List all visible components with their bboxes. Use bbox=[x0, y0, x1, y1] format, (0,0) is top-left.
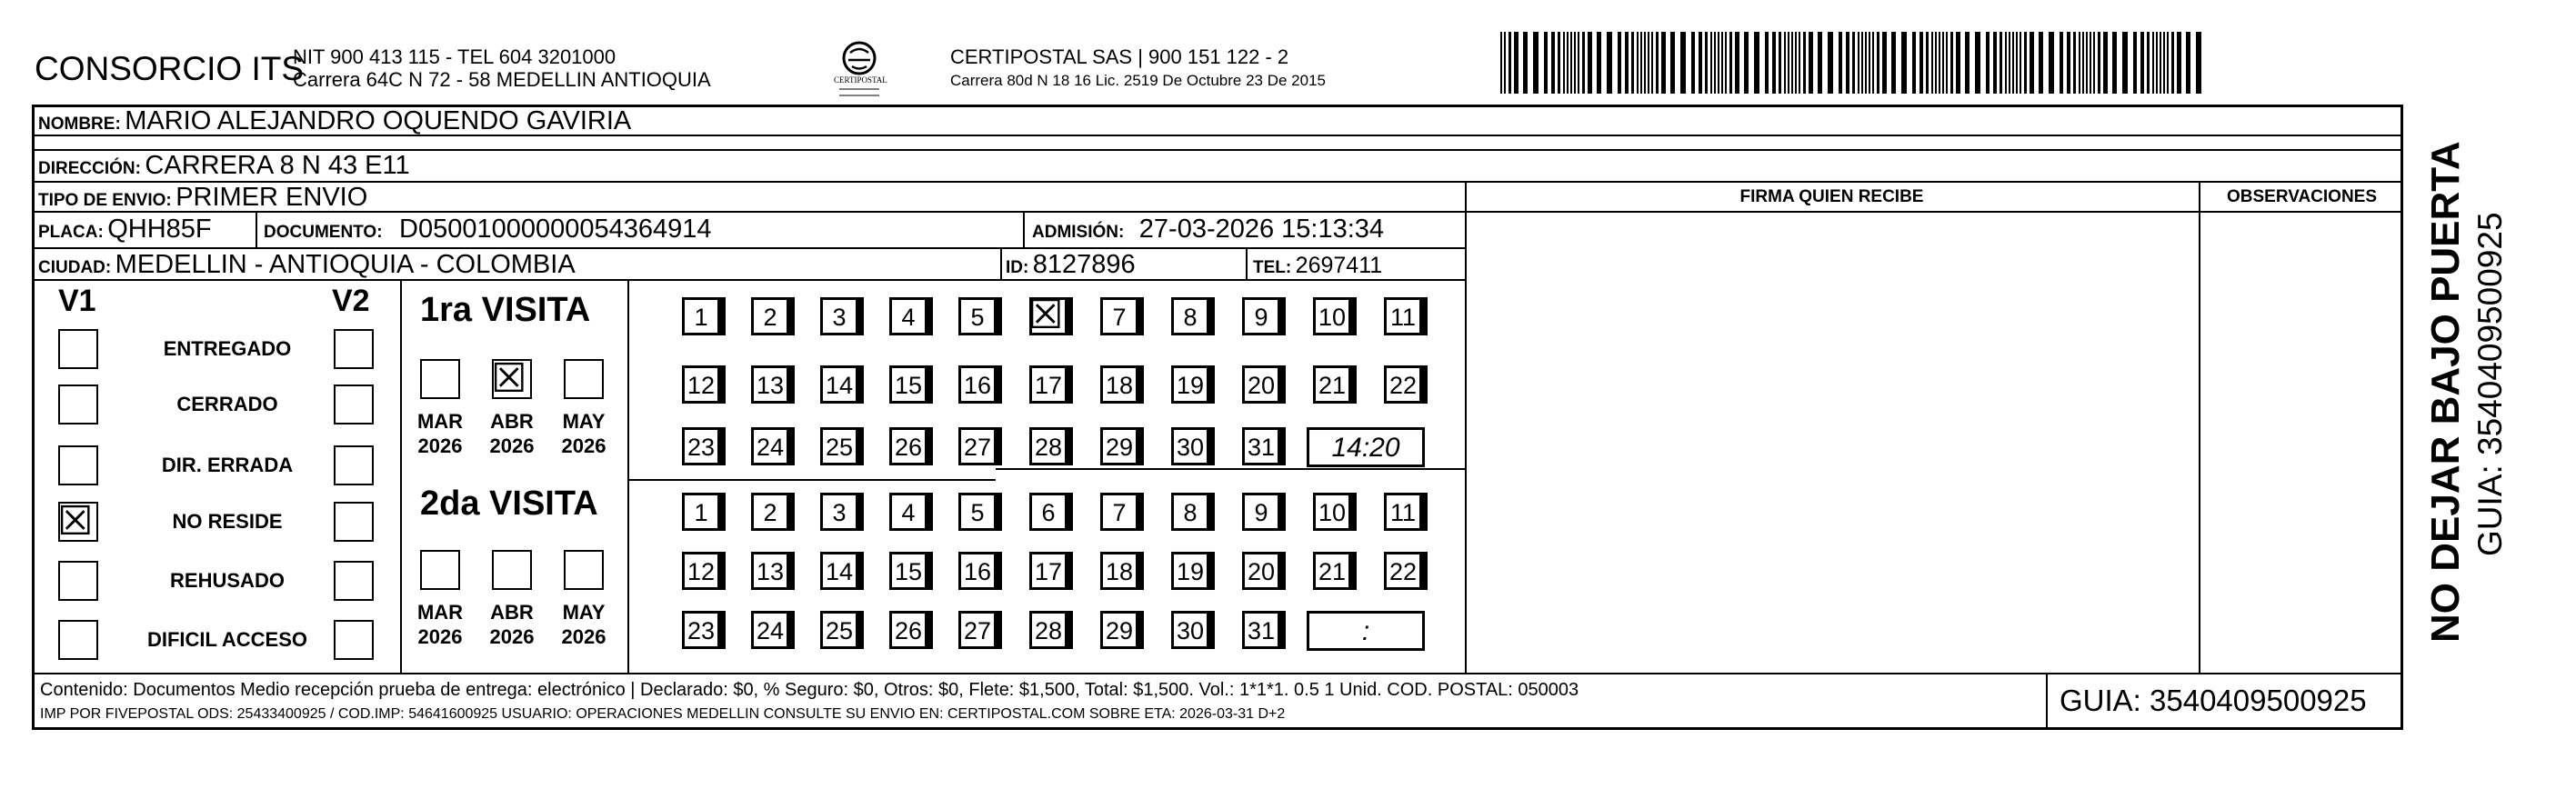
day-box-shadow bbox=[1209, 365, 1215, 404]
month-checkbox[interactable] bbox=[564, 550, 604, 590]
v2-label: V2 bbox=[332, 284, 370, 318]
day-box-shadow bbox=[1422, 297, 1428, 335]
v2-checkbox[interactable] bbox=[334, 620, 374, 660]
day-box[interactable]: 3 bbox=[820, 297, 858, 335]
day-box-shadow bbox=[927, 297, 933, 335]
month-year: 2026 bbox=[417, 625, 463, 648]
tel-label: TEL: bbox=[1253, 258, 1292, 277]
month-label: MAR bbox=[416, 601, 464, 624]
logo-text: CERTIPOSTAL bbox=[834, 75, 887, 85]
carrier-name: CERTIPOSTAL SAS | 900 151 122 - 2 bbox=[950, 45, 1289, 68]
time-field[interactable]: 14:20 bbox=[1307, 427, 1425, 467]
documento-value: D05001000000054364914 bbox=[399, 215, 712, 244]
day-box-shadow bbox=[789, 493, 795, 531]
day-box[interactable]: 23 bbox=[682, 427, 720, 465]
month-checkbox[interactable] bbox=[492, 550, 532, 590]
day-box[interactable]: 21 bbox=[1313, 552, 1351, 590]
day-box-shadow bbox=[1422, 493, 1428, 531]
tipo-envio-value: PRIMER ENVIO bbox=[175, 183, 368, 212]
v2-checkbox[interactable] bbox=[334, 329, 374, 369]
day-box[interactable]: 15 bbox=[889, 552, 927, 590]
day-box-shadow bbox=[1138, 611, 1144, 649]
sender-name: CONSORCIO ITS bbox=[35, 50, 305, 87]
day-box[interactable]: 31 bbox=[1242, 427, 1280, 465]
month-checkbox[interactable] bbox=[420, 359, 460, 399]
footer-line2: IMP POR FIVEPOSTAL ODS: 25433400925 / COD.IMP: 54641600925 USUARIO: OPERACIONES MEDELLIN CONSULTE SU ENVIO EN: CERTIPOSTAL.COM SOBRE ETA: 2026-03-31 D+2 bbox=[40, 706, 1286, 722]
day-box-shadow bbox=[1209, 552, 1215, 590]
placa-label: PLACA: bbox=[38, 223, 104, 242]
day-box-shadow bbox=[1138, 297, 1144, 335]
firma-header: FIRMA QUIEN RECIBE bbox=[1739, 187, 1924, 206]
day-box-shadow bbox=[789, 365, 795, 404]
day-box-shadow bbox=[789, 552, 795, 590]
day-box[interactable]: 7 bbox=[1100, 493, 1138, 531]
nombre-value: MARIO ALEJANDRO OQUENDO GAVIRIA bbox=[125, 106, 632, 135]
v2-checkbox[interactable] bbox=[334, 502, 374, 542]
day-box-shadow bbox=[1280, 427, 1286, 465]
day-box[interactable]: 13 bbox=[751, 365, 789, 404]
day-box-shadow bbox=[1067, 427, 1073, 465]
day-box[interactable]: 29 bbox=[1100, 611, 1138, 649]
observaciones-header: OBSERVACIONES bbox=[2226, 187, 2378, 206]
day-box[interactable]: 21 bbox=[1313, 365, 1351, 404]
day-box[interactable]: 23 bbox=[682, 611, 720, 649]
day-box[interactable]: 19 bbox=[1171, 552, 1209, 590]
month-year: 2026 bbox=[417, 434, 463, 457]
day-box[interactable]: 13 bbox=[751, 552, 789, 590]
day-box[interactable]: 7 bbox=[1100, 297, 1138, 335]
day-box[interactable]: 27 bbox=[958, 611, 997, 649]
status-label: NO RESIDE bbox=[172, 510, 283, 533]
day-box[interactable]: 12 bbox=[682, 552, 720, 590]
day-box[interactable]: 25 bbox=[820, 427, 858, 465]
day-box-shadow bbox=[858, 365, 864, 404]
day-box[interactable]: 5 bbox=[958, 493, 997, 531]
day-box-shadow bbox=[1351, 552, 1357, 590]
day-box[interactable]: 29 bbox=[1100, 427, 1138, 465]
day-box[interactable]: 14 bbox=[820, 552, 858, 590]
day-box-shadow bbox=[1067, 297, 1073, 335]
day-box[interactable]: 4 bbox=[889, 297, 927, 335]
day-box[interactable]: 3 bbox=[820, 493, 858, 531]
footer-guia: GUIA: 3540409500925 bbox=[2060, 684, 2367, 717]
v1-checkbox[interactable] bbox=[58, 329, 98, 369]
v1-checkbox[interactable] bbox=[58, 385, 98, 424]
day-box[interactable]: 26 bbox=[889, 427, 927, 465]
day-box[interactable]: 6 bbox=[1029, 493, 1067, 531]
day-box[interactable]: 9 bbox=[1242, 493, 1280, 531]
day-box-shadow bbox=[1280, 297, 1286, 335]
documento-label: DOCUMENTO: bbox=[264, 223, 383, 242]
day-box-shadow bbox=[858, 493, 864, 531]
day-box-shadow bbox=[1280, 611, 1286, 649]
day-box[interactable]: 24 bbox=[751, 427, 789, 465]
month-label: ABR bbox=[490, 410, 534, 433]
day-box[interactable]: 4 bbox=[889, 493, 927, 531]
day-box-shadow bbox=[927, 611, 933, 649]
day-box[interactable]: 16 bbox=[958, 552, 997, 590]
tipo-envio-label: TIPO DE ENVIO: bbox=[38, 191, 172, 210]
month-label: ABR bbox=[490, 601, 534, 624]
day-box[interactable]: 2 bbox=[751, 493, 789, 531]
day-box[interactable]: 25 bbox=[820, 611, 858, 649]
day-box-shadow bbox=[789, 297, 795, 335]
side-warning: NO DEJAR BAJO PUERTA bbox=[2423, 141, 2468, 643]
day-box[interactable]: 17 bbox=[1029, 552, 1067, 590]
v1-checkbox[interactable] bbox=[58, 620, 98, 660]
sender-address: Carrera 64C N 72 - 58 MEDELLIN ANTIOQUIA bbox=[293, 68, 711, 91]
day-box-shadow bbox=[720, 552, 726, 590]
day-box[interactable]: 20 bbox=[1242, 365, 1280, 404]
side-guia: GUIA: 3540409500925 bbox=[2471, 212, 2509, 556]
day-box[interactable]: 22 bbox=[1384, 552, 1422, 590]
day-box-shadow bbox=[1138, 552, 1144, 590]
day-box-shadow bbox=[997, 365, 1002, 404]
day-box-shadow bbox=[720, 365, 726, 404]
day-box-shadow bbox=[1209, 297, 1215, 335]
day-box-shadow bbox=[858, 427, 864, 465]
day-box-shadow bbox=[927, 365, 933, 404]
day-box[interactable]: 22 bbox=[1384, 365, 1422, 404]
day-box-shadow bbox=[927, 552, 933, 590]
day-box-shadow bbox=[927, 493, 933, 531]
v2-checkbox[interactable] bbox=[334, 385, 374, 424]
day-box-shadow bbox=[997, 611, 1002, 649]
day-box-shadow bbox=[1067, 365, 1073, 404]
day-box[interactable]: 28 bbox=[1029, 427, 1067, 465]
day-box-shadow bbox=[1138, 493, 1144, 531]
day-box[interactable]: 18 bbox=[1100, 552, 1138, 590]
status-label: ENTREGADO bbox=[163, 337, 292, 360]
day-box-shadow bbox=[997, 493, 1002, 531]
status-label: CERRADO bbox=[176, 393, 278, 415]
day-box-shadow bbox=[1067, 493, 1073, 531]
day-box[interactable]: 1 bbox=[682, 297, 720, 335]
day-box-shadow bbox=[789, 427, 795, 465]
day-box-shadow bbox=[1138, 427, 1144, 465]
day-box-shadow bbox=[1351, 365, 1357, 404]
check-mark: ☒ bbox=[57, 498, 94, 544]
id-value: 8127896 bbox=[1032, 250, 1136, 279]
day-box-shadow bbox=[1209, 427, 1215, 465]
day-box[interactable]: 10 bbox=[1313, 297, 1351, 335]
ciudad-label: CIUDAD: bbox=[38, 258, 112, 277]
direccion-value: CARRERA 8 N 43 E11 bbox=[145, 151, 410, 180]
admision-label: ADMISIÓN: bbox=[1032, 223, 1125, 242]
day-box[interactable]: 28 bbox=[1029, 611, 1067, 649]
status-label: REHUSADO bbox=[170, 569, 285, 592]
month-year: 2026 bbox=[561, 625, 606, 648]
day-box[interactable]: 8 bbox=[1171, 493, 1209, 531]
day-box[interactable]: 26 bbox=[889, 611, 927, 649]
day-box[interactable]: 30 bbox=[1171, 611, 1209, 649]
day-box[interactable]: 11 bbox=[1384, 297, 1422, 335]
day-box-shadow bbox=[720, 427, 726, 465]
day-box[interactable]: 17 bbox=[1029, 365, 1067, 404]
day-box-shadow bbox=[1422, 552, 1428, 590]
id-label: ID: bbox=[1006, 258, 1029, 277]
admision-value: 27-03-2026 15:13:34 bbox=[1138, 215, 1385, 244]
day-box[interactable]: 2 bbox=[751, 297, 789, 335]
day-box[interactable]: 5 bbox=[958, 297, 997, 335]
nombre-label: NOMBRE: bbox=[38, 115, 121, 134]
sender-nit: NIT 900 413 115 - TEL 604 3201000 bbox=[293, 45, 616, 68]
month-year: 2026 bbox=[489, 625, 535, 648]
v1-label: V1 bbox=[58, 284, 96, 318]
v2-checkbox[interactable] bbox=[334, 561, 374, 601]
day-box-shadow bbox=[997, 427, 1002, 465]
day-box[interactable]: 1 bbox=[682, 493, 720, 531]
time-field[interactable]: : bbox=[1307, 611, 1425, 651]
day-box[interactable]: 16 bbox=[958, 365, 997, 404]
check-mark: ☒ bbox=[491, 355, 527, 402]
month-label: MAY bbox=[562, 410, 606, 433]
day-box[interactable]: 9 bbox=[1242, 297, 1280, 335]
month-label: MAY bbox=[562, 601, 606, 624]
day-box[interactable]: 14 bbox=[820, 365, 858, 404]
day-box-shadow bbox=[997, 297, 1002, 335]
day-box-shadow bbox=[1351, 493, 1357, 531]
day-box-shadow bbox=[789, 611, 795, 649]
month-year: 2026 bbox=[561, 434, 606, 457]
day-box-shadow bbox=[1067, 611, 1073, 649]
day-box-shadow bbox=[927, 427, 933, 465]
day-box-shadow bbox=[858, 611, 864, 649]
day-box[interactable]: 19 bbox=[1171, 365, 1209, 404]
day-box-shadow bbox=[1138, 365, 1144, 404]
day-box-shadow bbox=[1209, 611, 1215, 649]
day-box[interactable]: 27 bbox=[958, 427, 997, 465]
footer-line1: Contenido: Documentos Medio recepción prueba de entrega: electrónico | Declarado: $0, % Seguro: $0, Otros: $0, Flete: $1,500, Total: $1,500. Vol.: 1*1*1. 0.5 1 Unid. COD. POSTAL: 050003 bbox=[40, 680, 1579, 700]
day-box[interactable]: 8 bbox=[1171, 297, 1209, 335]
check-mark: ☒ bbox=[1027, 292, 1064, 338]
day-box[interactable]: 11 bbox=[1384, 493, 1422, 531]
day-box[interactable]: 20 bbox=[1242, 552, 1280, 590]
day-box[interactable]: 10 bbox=[1313, 493, 1351, 531]
day-box-shadow bbox=[1280, 493, 1286, 531]
day-box-shadow bbox=[1067, 552, 1073, 590]
day-box[interactable]: 18 bbox=[1100, 365, 1138, 404]
month-checkbox[interactable] bbox=[420, 550, 460, 590]
status-label: DIR. ERRADA bbox=[161, 454, 294, 476]
day-box-shadow bbox=[858, 297, 864, 335]
day-box[interactable]: 15 bbox=[889, 365, 927, 404]
v1-checkbox[interactable] bbox=[58, 561, 98, 601]
ciudad-value: MEDELLIN - ANTIOQUIA - COLOMBIA bbox=[115, 250, 576, 279]
carrier-address: Carrera 80d N 18 16 Lic. 2519 De Octubre 23 De 2015 bbox=[950, 72, 1326, 89]
placa-value: QHH85F bbox=[107, 215, 212, 244]
day-box[interactable]: 30 bbox=[1171, 427, 1209, 465]
day-box-shadow bbox=[720, 493, 726, 531]
month-label: MAR bbox=[416, 410, 464, 433]
day-box-shadow bbox=[997, 552, 1002, 590]
day-box[interactable]: 12 bbox=[682, 365, 720, 404]
day-box-shadow bbox=[720, 297, 726, 335]
month-year: 2026 bbox=[489, 434, 535, 457]
barcode-icon bbox=[1500, 32, 2205, 94]
visit2-title: 2da VISITA bbox=[420, 484, 598, 523]
day-box-shadow bbox=[1280, 552, 1286, 590]
day-box-shadow bbox=[1351, 297, 1357, 335]
day-box[interactable]: 24 bbox=[751, 611, 789, 649]
visit1-title: 1ra VISITA bbox=[420, 291, 591, 329]
month-checkbox[interactable] bbox=[564, 359, 604, 399]
day-box-shadow bbox=[1422, 365, 1428, 404]
tel-value: 2697411 bbox=[1295, 253, 1383, 278]
day-box[interactable]: 31 bbox=[1242, 611, 1280, 649]
direccion-label: DIRECCIÓN: bbox=[38, 159, 141, 178]
v1-checkbox[interactable] bbox=[58, 445, 98, 485]
day-box-shadow bbox=[1209, 493, 1215, 531]
certipostal-logo-icon bbox=[832, 38, 887, 98]
v2-checkbox[interactable] bbox=[334, 445, 374, 485]
status-label: DIFICIL ACCESO bbox=[146, 628, 307, 651]
day-box-shadow bbox=[1280, 365, 1286, 404]
day-box-shadow bbox=[720, 611, 726, 649]
day-box-shadow bbox=[858, 552, 864, 590]
